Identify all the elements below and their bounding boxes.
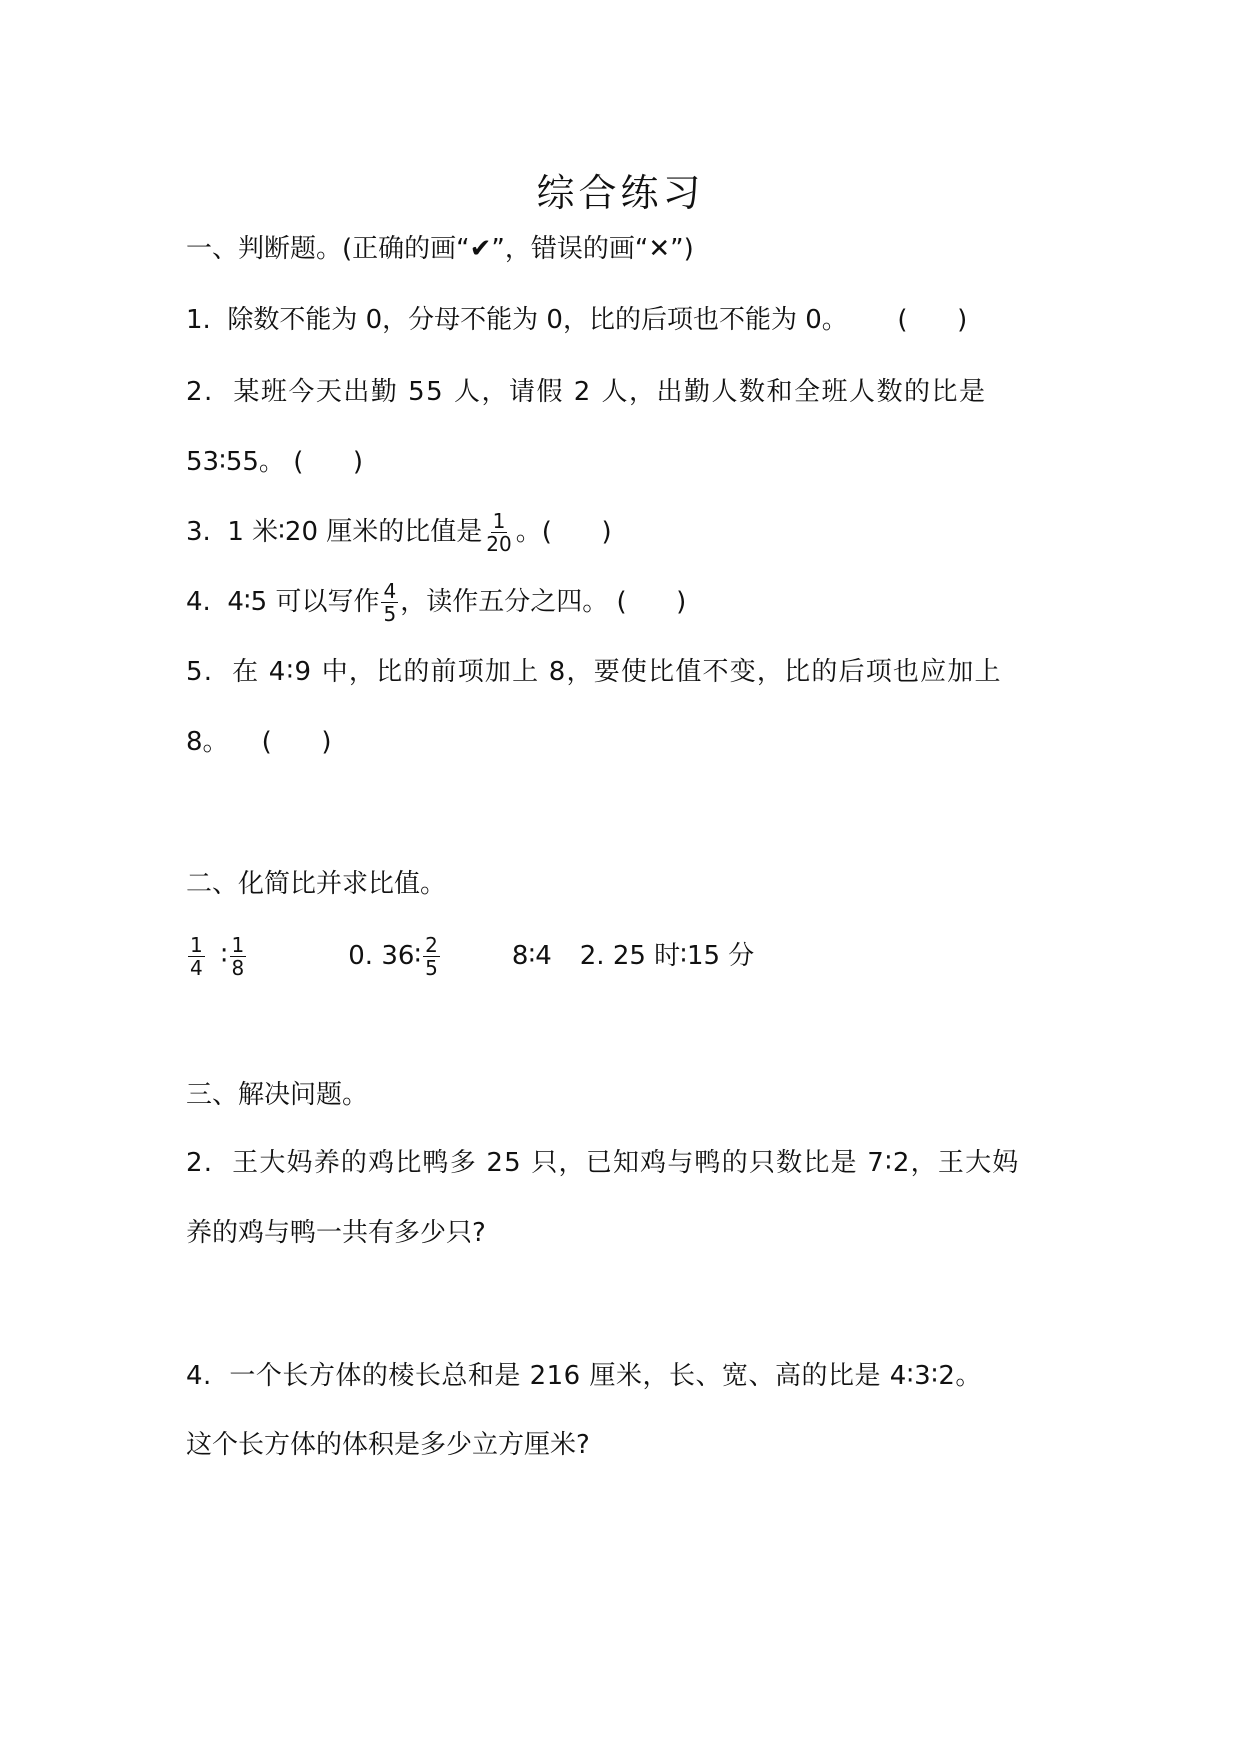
judge-q1: 1. 除数不能为 0，分母不能为 0，比的后项也不能为 0。 ( ) <box>186 305 968 335</box>
q3-text: 3. 1 米∶20 厘米的比值是 <box>186 517 483 547</box>
q4-answer: ，读作五分之四。 ( ) <box>400 587 687 617</box>
fraction <box>188 934 205 979</box>
judge-q4 <box>186 580 686 625</box>
denominator: 5 <box>383 602 397 626</box>
judge-q5-cont: 8。 ( ) <box>186 727 332 757</box>
fraction <box>423 934 440 979</box>
section1-heading: 一、判断题。(正确的画“✔”，错误的画“✕”) <box>186 234 694 264</box>
q3-answer: 。( ) <box>515 517 612 547</box>
problem-q2-cont: 养的鸡与鸭一共有多少只? <box>186 1218 486 1248</box>
denominator: 20 <box>486 532 512 556</box>
numerator: 4 <box>383 579 397 603</box>
problem-3: 8∶4 <box>511 941 552 971</box>
denominator: 5 <box>425 956 438 980</box>
denominator: 4 <box>190 956 203 980</box>
judge-q2: 2. 某班今天出勤 55 人，请假 2 人，出勤人数和全班人数的比是 <box>186 377 987 407</box>
problem-q4-cont: 这个长方体的体积是多少立方厘米? <box>186 1430 590 1460</box>
denominator: 8 <box>231 956 245 980</box>
problem-2 <box>348 933 442 980</box>
problem-1 <box>186 933 248 980</box>
problem-q2: 2. 王大妈养的鸡比鸭多 25 只，已知鸡与鸭的只数比是 7∶2，王大妈 <box>186 1148 1020 1178</box>
section2-heading: 二、化简比并求比值。 <box>186 869 447 899</box>
q4-fraction <box>381 580 398 625</box>
judge-q3 <box>186 510 612 555</box>
problem-4: 2. 25 时∶15 分 <box>579 941 755 971</box>
page-title: 综合练习 <box>536 171 705 215</box>
ratio-text: 0. 36∶ <box>348 941 422 971</box>
fraction <box>230 934 247 979</box>
numerator: 1 <box>492 509 506 533</box>
judge-q5: 5. 在 4∶9 中，比的前项加上 8，要使比值不变，比的后项也应加上 <box>186 657 1002 687</box>
simplify-row <box>186 926 754 986</box>
q4-text: 4. 4∶5 可以写作 <box>186 587 380 617</box>
judge-q2-cont: 53∶55。 ( ) <box>186 447 364 477</box>
ratio-sign: ∶ <box>220 941 228 971</box>
numerator: 1 <box>231 933 245 957</box>
numerator: 1 <box>190 933 203 957</box>
q3-fraction <box>484 510 513 555</box>
section3-heading: 三、解决问题。 <box>186 1080 369 1110</box>
problem-q4: 4. 一个长方体的棱长总和是 216 厘米，长、宽、高的比是 4∶3∶2。 <box>186 1361 982 1391</box>
numerator: 2 <box>425 933 438 957</box>
